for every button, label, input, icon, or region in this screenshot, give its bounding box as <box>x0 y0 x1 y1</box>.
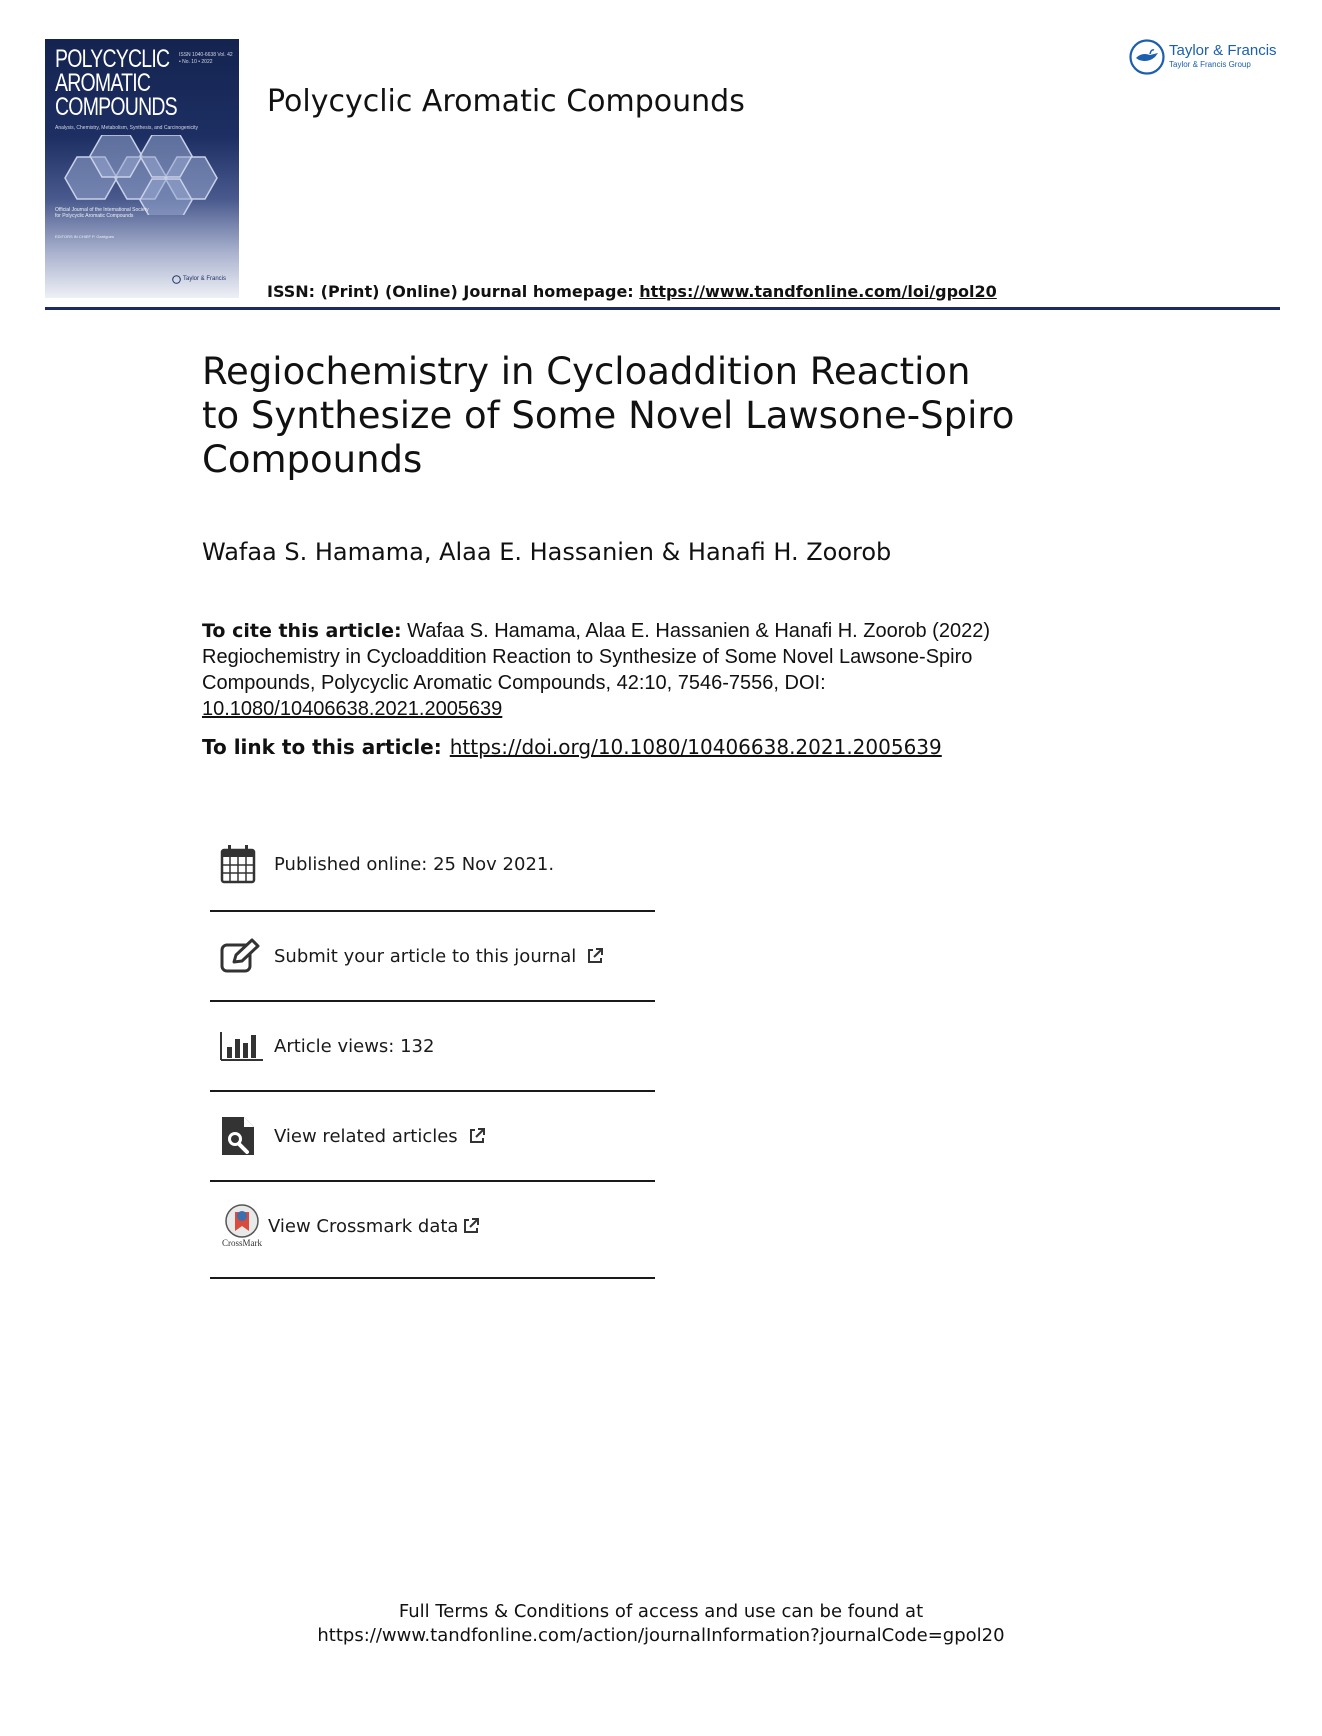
issn-line <box>267 282 997 301</box>
crossmark-icon <box>224 1204 260 1238</box>
document-search-icon <box>220 1114 270 1158</box>
article-authors: Wafaa S. Hamama, Alaa E. Hassanien & Hanafi H. Zoorob <box>202 538 892 566</box>
related-articles-link[interactable] <box>274 1126 486 1147</box>
footer-terms-url[interactable]: https://www.tandfonline.com/action/journalInformation?journalCode=gpol20 <box>317 1625 1005 1646</box>
link-label: To link to this article: <box>202 735 442 759</box>
calendar-icon <box>220 842 270 886</box>
title-line: to Synthesize of Some Novel Lawsone-Spiro <box>202 394 1015 437</box>
article-title <box>202 350 1022 482</box>
taylor-francis-lamp-icon <box>1128 38 1166 76</box>
publisher-logo[interactable] <box>1128 38 1280 78</box>
publisher-logo-group: Taylor & Francis Group <box>1169 60 1251 69</box>
publisher-mark-icon <box>172 275 181 284</box>
journal-homepage-link[interactable]: https://www.tandfonline.com/loi/gpol20 <box>639 282 997 301</box>
footer-terms: Full Terms & Conditions of access and use can be found at <box>398 1601 924 1622</box>
views-row <box>210 1002 655 1090</box>
published-date: Published online: 25 Nov 2021. <box>274 853 555 875</box>
cite-text: Wafaa S. Hamama, Alaa E. Hassanien & Hanafi H. Zoorob (2022) Regiochemistry in Cycloaddition Reaction to Synthesize of Some Novel Lawsone-Spiro Compounds, Polycyclic Aromatic Compounds, 42:10, 7546-7556, DOI: <box>202 620 996 694</box>
crossmark-link[interactable] <box>268 1216 480 1237</box>
cover-publisher-name: Taylor & Francis <box>183 276 227 282</box>
cover-note: Official Journal of the International Society for Polycyclic Aromatic Compounds <box>55 207 149 219</box>
crossmark-label: View Crossmark data <box>268 1215 459 1237</box>
cover-publisher <box>172 275 226 284</box>
submit-article-link[interactable] <box>274 946 604 967</box>
publisher-logo-name: Taylor & Francis <box>1169 42 1277 59</box>
external-link-icon <box>586 947 604 965</box>
crossmark-logo <box>220 1204 264 1248</box>
bar-chart-icon <box>220 1024 270 1068</box>
cover-editors: EDITORS IN CHIEF P. Garrigues <box>55 234 114 239</box>
article-doi-link[interactable]: https://doi.org/10.1080/10406638.2021.2005639 <box>449 735 942 759</box>
crossmark-logo-text: CrossMark <box>222 1238 262 1248</box>
cite-doi-link[interactable]: 10.1080/10406638.2021.2005639 <box>202 698 503 720</box>
journal-name: Polycyclic Aromatic Compounds <box>267 84 745 119</box>
footer <box>0 1600 1322 1648</box>
journal-cover <box>45 39 239 298</box>
title-line: Compounds <box>202 438 423 481</box>
divider <box>210 1277 655 1279</box>
edit-icon <box>220 934 270 978</box>
article-link-line <box>202 735 942 759</box>
submit-label: Submit your article to this journal <box>274 945 577 967</box>
external-link-icon <box>468 1127 486 1145</box>
published-row <box>210 820 655 908</box>
external-link-icon <box>462 1217 480 1235</box>
cover-subtitle: Analysis, Chemistry, Metabolism, Synthesis, and Carcinogenicity <box>55 125 199 131</box>
submit-row[interactable] <box>210 912 655 1000</box>
crossmark-row[interactable] <box>210 1182 655 1270</box>
issn-prefix: ISSN: (Print) (Online) Journal homepage: <box>267 282 640 301</box>
article-views: Article views: 132 <box>274 1035 435 1057</box>
cover-issn: ISSN 1040-6638 Vol. 42 • No. 10 • 2022 <box>179 52 233 65</box>
cover-title: POLYCYCLIC AROMATIC COMPOUNDS <box>55 45 177 121</box>
citation-block <box>202 618 1032 722</box>
hexagon-graphic <box>45 135 239 215</box>
cite-label: To cite this article: <box>202 620 402 642</box>
title-line: Regiochemistry in Cycloaddition Reaction <box>202 350 971 393</box>
related-row[interactable] <box>210 1092 655 1180</box>
header-divider <box>45 307 1280 310</box>
related-label: View related articles <box>274 1125 458 1147</box>
